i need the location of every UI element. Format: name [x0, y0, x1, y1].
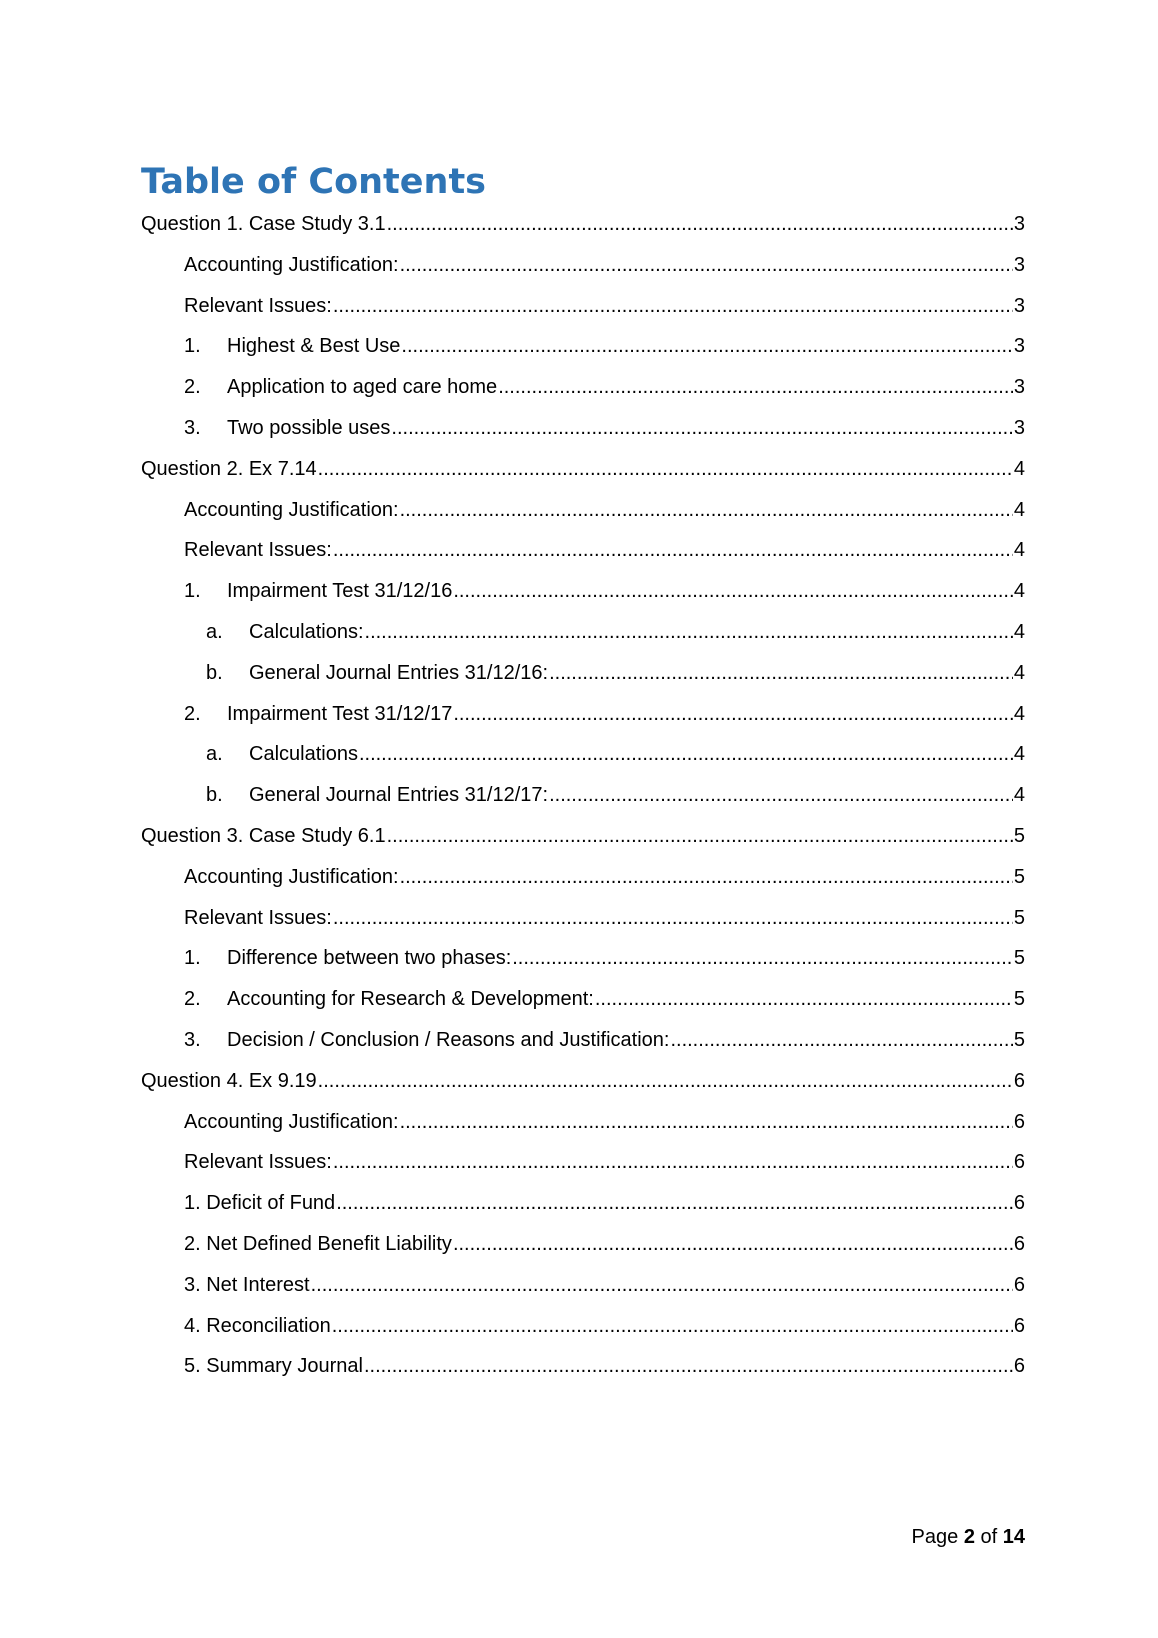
toc-entry[interactable]	[141, 1142, 1025, 1183]
toc-entry-text: Accounting Justification:	[184, 865, 399, 888]
toc-entry-number: 1.	[184, 947, 201, 970]
toc-entry-text: Question 1. Case Study 3.1	[141, 213, 386, 235]
toc-entry[interactable]	[141, 979, 1025, 1020]
toc-entry-number: 2.	[184, 376, 201, 399]
toc-entry-page: 6	[1013, 1355, 1025, 1378]
toc-entry[interactable]	[141, 1061, 1025, 1102]
toc-entry[interactable]	[141, 1265, 1025, 1306]
toc-dot-leader	[400, 1102, 1013, 1143]
toc-entry-number: a.	[206, 743, 223, 766]
toc-entry[interactable]	[141, 571, 1025, 612]
toc-entry[interactable]	[141, 530, 1025, 571]
toc-entry-page: 4	[1013, 580, 1025, 603]
toc-entry-text: Impairment Test 31/12/16	[227, 580, 453, 603]
toc-entry[interactable]	[141, 816, 1025, 857]
toc-entry-page: 6	[1013, 1314, 1025, 1337]
toc-entry-text: Difference between two phases:	[227, 947, 512, 970]
toc-entry[interactable]	[141, 694, 1025, 735]
toc-entry-number: 1.	[184, 580, 201, 603]
toc-dot-leader	[401, 326, 1012, 367]
toc-entry[interactable]	[141, 898, 1025, 939]
toc-entry[interactable]	[141, 490, 1025, 531]
toc-entry[interactable]	[141, 1224, 1025, 1265]
toc-entry-page: 4	[1013, 784, 1025, 807]
toc-entry[interactable]	[141, 326, 1025, 367]
toc-dot-leader	[333, 1142, 1013, 1183]
toc-entry-text: Relevant Issues:	[184, 906, 332, 929]
toc-dot-leader	[400, 490, 1013, 531]
toc-entry-text: 3. Net Interest	[184, 1273, 310, 1296]
toc-entry-number: 2.	[184, 988, 201, 1011]
toc-entry-text: Decision / Conclusion / Reasons and Justification:	[227, 1028, 670, 1051]
footer-current-page: 2	[963, 1526, 975, 1548]
toc-entry-page: 5	[1013, 824, 1025, 847]
toc-dot-leader	[318, 449, 1013, 490]
toc-entry[interactable]	[141, 449, 1025, 490]
toc-entry-text: Accounting for Research & Development:	[227, 988, 594, 1011]
toc-entry[interactable]	[141, 1020, 1025, 1061]
toc-title: Table of Contents	[141, 162, 487, 202]
toc-entry[interactable]	[141, 612, 1025, 653]
toc-entry[interactable]	[141, 408, 1025, 449]
toc-entry-page: 4	[1013, 498, 1025, 521]
toc-entry-text: Question 3. Case Study 6.1	[141, 824, 386, 847]
toc-dot-leader	[400, 245, 1013, 286]
toc-entry[interactable]	[141, 734, 1025, 775]
toc-dot-leader	[595, 979, 1013, 1020]
toc-entry-text: General Journal Entries 31/12/16:	[249, 661, 549, 684]
toc-entry-page: 4	[1013, 620, 1025, 643]
toc-entry-page: 4	[1013, 743, 1025, 766]
toc-entry-number: a.	[206, 620, 223, 643]
toc-entry[interactable]	[141, 245, 1025, 286]
toc-list	[141, 204, 1025, 1387]
toc-entry-page: 3	[1013, 253, 1025, 276]
toc-dot-leader	[333, 898, 1013, 939]
toc-dot-leader	[318, 1061, 1013, 1102]
toc-dot-leader	[391, 408, 1012, 449]
toc-entry-page: 5	[1013, 906, 1025, 929]
toc-entry[interactable]	[141, 775, 1025, 816]
toc-dot-leader	[387, 816, 1013, 857]
toc-entry-text: Question 4. Ex 9.19	[141, 1069, 317, 1092]
toc-entry-page: 6	[1013, 1110, 1025, 1133]
toc-entry-page: 4	[1013, 661, 1025, 684]
toc-entry-text: Two possible uses	[227, 416, 391, 439]
toc-entry-page: 5	[1013, 865, 1025, 888]
toc-dot-leader	[359, 734, 1013, 775]
toc-entry-text: Relevant Issues:	[184, 1151, 332, 1174]
toc-entry[interactable]	[141, 1306, 1025, 1347]
page-footer	[912, 1523, 1025, 1551]
toc-dot-leader	[498, 367, 1013, 408]
toc-entry-page: 3	[1013, 294, 1025, 317]
toc-entry[interactable]	[141, 286, 1025, 327]
toc-entry-text: Accounting Justification:	[184, 253, 399, 276]
toc-dot-leader	[512, 938, 1013, 979]
toc-entry-number: b.	[206, 661, 223, 684]
toc-entry-text: Calculations	[249, 743, 358, 766]
toc-entry[interactable]	[141, 367, 1025, 408]
toc-entry-page: 4	[1013, 702, 1025, 725]
toc-entry-page: 3	[1013, 335, 1025, 358]
toc-entry-page: 5	[1013, 1028, 1025, 1051]
toc-entry-page: 6	[1013, 1151, 1025, 1174]
toc-entry[interactable]	[141, 1102, 1025, 1143]
toc-entry-page: 6	[1013, 1192, 1025, 1215]
footer-of-label: of	[980, 1526, 998, 1548]
toc-entry-number: 3.	[184, 1028, 201, 1051]
toc-entry-text: Impairment Test 31/12/17	[227, 702, 453, 725]
toc-entry[interactable]	[141, 1183, 1025, 1224]
toc-entry-text: Calculations:	[249, 620, 364, 643]
toc-entry-text: Question 2. Ex 7.14	[141, 457, 317, 480]
toc-dot-leader	[387, 204, 1013, 245]
toc-dot-leader	[311, 1265, 1013, 1306]
toc-entry-page: 5	[1013, 947, 1025, 970]
toc-dot-leader	[333, 530, 1013, 571]
toc-entry-page: 3	[1013, 376, 1025, 399]
toc-entry[interactable]	[141, 938, 1025, 979]
toc-entry-text: General Journal Entries 31/12/17:	[249, 784, 549, 807]
toc-entry-text: 1. Deficit of Fund	[184, 1192, 336, 1215]
toc-dot-leader	[549, 653, 1013, 694]
toc-entry-text: Relevant Issues:	[184, 294, 332, 317]
toc-entry[interactable]	[141, 653, 1025, 694]
toc-dot-leader	[364, 1346, 1013, 1387]
toc-dot-leader	[336, 1183, 1013, 1224]
toc-entry-page: 5	[1013, 988, 1025, 1011]
toc-entry-text: Highest & Best Use	[227, 335, 401, 358]
toc-entry-page: 6	[1013, 1232, 1025, 1255]
toc-entry-text: 4. Reconciliation	[184, 1314, 331, 1337]
toc-entry[interactable]	[141, 857, 1025, 898]
toc-entry-page: 6	[1013, 1273, 1025, 1296]
toc-entry-number: b.	[206, 784, 223, 807]
toc-entry-text: 5. Summary Journal	[184, 1355, 363, 1378]
toc-entry-page: 3	[1013, 416, 1025, 439]
footer-page-prefix: Page	[911, 1526, 959, 1548]
toc-entry-page: 4	[1013, 457, 1025, 480]
toc-entry-text: Relevant Issues:	[184, 539, 332, 562]
toc-entry-number: 2.	[184, 702, 201, 725]
toc-entry[interactable]	[141, 204, 1025, 245]
toc-dot-leader	[333, 286, 1013, 327]
toc-entry-page: 4	[1013, 539, 1025, 562]
footer-total-pages: 14	[1002, 1526, 1025, 1548]
toc-dot-leader	[670, 1020, 1012, 1061]
toc-dot-leader	[332, 1306, 1013, 1347]
toc-entry-page: 6	[1013, 1069, 1025, 1092]
toc-dot-leader	[453, 571, 1013, 612]
toc-entry-text: Accounting Justification:	[184, 1110, 399, 1133]
toc-entry-text: Application to aged care home	[227, 376, 498, 399]
toc-dot-leader	[453, 694, 1013, 735]
toc-entry[interactable]	[141, 1346, 1025, 1387]
toc-dot-leader	[400, 857, 1013, 898]
toc-dot-leader	[365, 612, 1013, 653]
toc-entry-number: 3.	[184, 416, 201, 439]
toc-dot-leader	[453, 1224, 1013, 1265]
toc-dot-leader	[549, 775, 1013, 816]
toc-entry-text: 2. Net Defined Benefit Liability	[184, 1232, 452, 1255]
toc-entry-page: 3	[1013, 213, 1025, 235]
toc-entry-number: 1.	[184, 335, 201, 358]
toc-entry-text: Accounting Justification:	[184, 498, 399, 521]
